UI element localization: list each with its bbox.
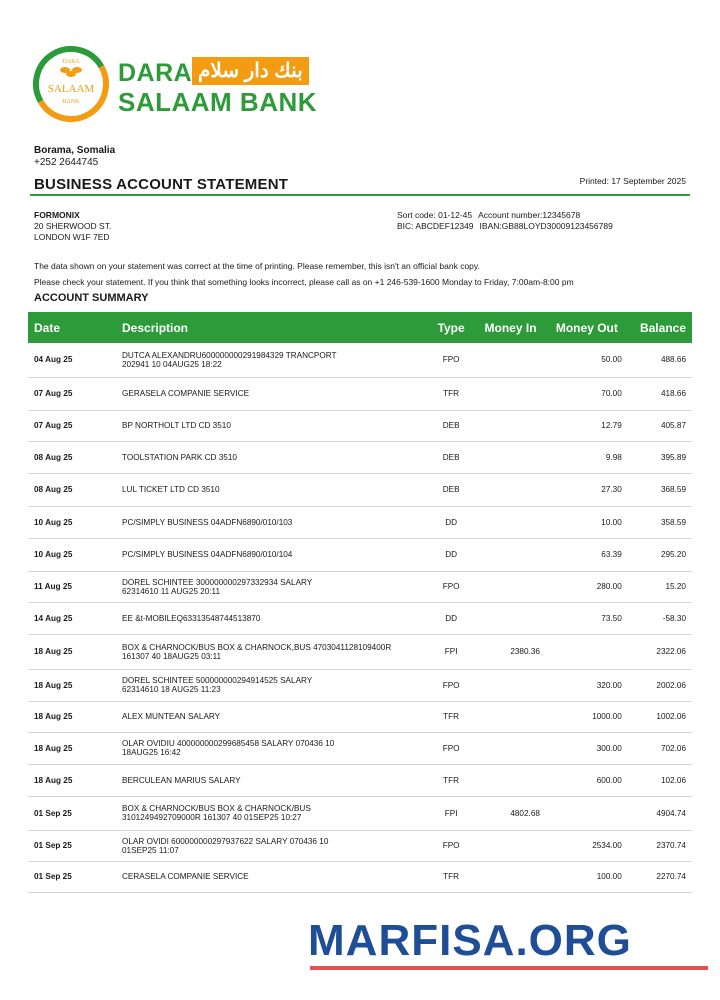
- row-money-out: 27.30: [546, 473, 628, 506]
- row-money-out: 1000.00: [546, 701, 628, 732]
- table-row: [28, 506, 692, 538]
- bank-emblem-icon: [32, 45, 110, 123]
- row-type: FPI: [427, 634, 475, 669]
- row-date: 10 Aug 25: [28, 538, 116, 571]
- row-money-out: 100.00: [546, 861, 628, 892]
- table-row: [28, 764, 692, 796]
- row-money-in: [475, 732, 546, 764]
- row-description: [116, 410, 427, 441]
- table-row: [28, 861, 692, 892]
- watermark-underline: [310, 966, 708, 970]
- customer-address: [34, 210, 111, 243]
- row-money-out: 320.00: [546, 669, 628, 701]
- row-description: [116, 506, 427, 538]
- customer-address-line2: LONDON W1F 7ED: [34, 232, 110, 242]
- row-description-line1: DOREL SCHINTEE 300000000297332934 SALARY: [122, 577, 313, 587]
- row-description-line1: GERASELA COMPANIE SERVICE: [122, 389, 250, 398]
- bank-name-arabic: بنك دار سلام: [192, 57, 309, 85]
- row-description-line2: 62314610 11 AUG25 20:11: [122, 586, 221, 596]
- row-balance: 102.06: [628, 764, 692, 796]
- row-description-line1: ALEX MUNTEAN SALARY: [122, 712, 221, 721]
- row-description: [116, 669, 427, 701]
- row-description-line1: OLAR OVIDIU 400000000299685458 SALARY 070436 10: [122, 739, 335, 748]
- iban-code: IBAN:GB88LOYD30009123456789: [479, 221, 613, 231]
- row-balance: 395.89: [628, 441, 692, 473]
- row-money-in: [475, 410, 546, 441]
- printed-date: Printed: 17 September 2025: [579, 176, 686, 186]
- row-description-line1: TOOLSTATION PARK CD 3510: [122, 452, 237, 462]
- row-description-line1: DOREL SCHINTEE 500000000294914525 SALARY: [122, 676, 313, 685]
- row-description-line1: PC/SIMPLY BUSINESS 04ADFN6890/010/104: [122, 550, 293, 559]
- row-date: 18 Aug 25: [28, 669, 116, 701]
- row-balance: 2322.06: [628, 634, 692, 669]
- row-description-line1: BP NORTHOLT LTD CD 3510: [122, 421, 231, 430]
- row-money-in: [475, 701, 546, 732]
- table-row: [28, 441, 692, 473]
- header-money-in: Money In: [484, 320, 537, 335]
- row-description: [116, 473, 427, 506]
- logo-small-bottom: BANK: [62, 99, 80, 105]
- row-money-in: [475, 473, 546, 506]
- row-money-out: 73.50: [546, 602, 628, 634]
- table-row: [28, 830, 692, 861]
- row-money-out: 600.00: [546, 764, 628, 796]
- logo-small-mid: SALAAM: [47, 83, 95, 95]
- table-row: [28, 634, 692, 669]
- row-date: 18 Aug 25: [28, 732, 116, 764]
- table-row: [28, 473, 692, 506]
- branch-address: [34, 145, 115, 169]
- header-type: Type: [437, 320, 465, 335]
- row-date: 08 Aug 25: [28, 441, 116, 473]
- table-row: [28, 571, 692, 602]
- row-balance: 418.66: [628, 377, 692, 410]
- row-description: [116, 602, 427, 634]
- row-description-line1: BOX & CHARNOCK/BUS BOX & CHARNOCK/BUS: [122, 804, 311, 813]
- bic-code: BIC: ABCDEF12349: [397, 221, 474, 231]
- watermark-part2: RFISA.ORG: [378, 916, 632, 965]
- row-description-line2: 161307 40 18AUG25 03:11: [122, 651, 222, 661]
- table-row: [28, 796, 692, 830]
- row-money-in: [475, 538, 546, 571]
- row-date: 18 Aug 25: [28, 701, 116, 732]
- row-balance: 368.59: [628, 473, 692, 506]
- branch-phone: +252 2644745: [34, 157, 99, 168]
- statement-notes: [34, 258, 574, 290]
- table-header-row: [28, 312, 692, 343]
- row-description-line2: 202941 10 04AUG25 18:22: [122, 359, 222, 369]
- row-description: [116, 571, 427, 602]
- row-description-line1: BERCULEAN MARIUS SALARY: [122, 775, 241, 785]
- branch-city: Borama, Somalia: [34, 145, 116, 156]
- row-type: DEB: [427, 473, 475, 506]
- row-money-in: [475, 343, 546, 377]
- row-money-in: [475, 764, 546, 796]
- row-balance: 295.20: [628, 538, 692, 571]
- row-description-line2: 62314610 18 AUG25 11:23: [122, 685, 221, 694]
- row-description-line1: PC/SIMPLY BUSINESS 04ADFN6890/010/103: [122, 517, 293, 527]
- header-money-out: Money Out: [555, 320, 618, 335]
- row-date: 14 Aug 25: [28, 602, 116, 634]
- note-line1: The data shown on your statement was correct at the time of printing. Please remember, this isn't an official bank copy.: [34, 261, 480, 271]
- row-description-line2: 3101249492709000R 161307 40 01SEP25 10:27: [122, 813, 302, 822]
- row-balance: 405.87: [628, 410, 692, 441]
- row-balance: 702.06: [628, 732, 692, 764]
- row-money-out: [546, 796, 628, 830]
- row-money-in: [475, 571, 546, 602]
- bank-name-line2: SALAAM BANK: [118, 87, 318, 117]
- row-type: DEB: [427, 441, 475, 473]
- row-money-in: [475, 602, 546, 634]
- row-money-in: 2380.36: [475, 634, 546, 669]
- logo-small-top: DARA: [62, 59, 80, 65]
- row-description-line1: LUL TICKET LTD CD 3510: [122, 485, 220, 494]
- row-date: 11 Aug 25: [28, 571, 116, 602]
- row-date: 07 Aug 25: [28, 410, 116, 441]
- table-row: [28, 410, 692, 441]
- row-date: 18 Aug 25: [28, 764, 116, 796]
- row-description: [116, 861, 427, 892]
- row-money-out: 9.98: [546, 441, 628, 473]
- note-line2: Please check your statement. If you think that something looks incorrect, please call as on +1 246-539-1600 Monday to Friday, 7:00am-8:00 pm: [34, 277, 574, 287]
- row-description-line2: 18AUG25 16:42: [122, 748, 181, 757]
- customer-name: FORMONIX: [34, 210, 80, 220]
- row-money-in: [475, 506, 546, 538]
- row-money-out: 70.00: [546, 377, 628, 410]
- row-description: [116, 701, 427, 732]
- row-balance: 488.66: [628, 343, 692, 377]
- row-description: [116, 377, 427, 410]
- row-balance: 358.59: [628, 506, 692, 538]
- statement-title: BUSINESS ACCOUNT STATEMENT: [34, 176, 289, 193]
- row-balance: 4904.74: [628, 796, 692, 830]
- row-balance: 15.20: [628, 571, 692, 602]
- row-money-out: 63.39: [546, 538, 628, 571]
- row-description: [116, 830, 427, 861]
- row-description-line1: EE &t-MOBILEQ63313548744513870: [122, 613, 261, 623]
- row-money-out: 12.79: [546, 410, 628, 441]
- row-description-line1: CERASELA COMPANIE SERVICE: [122, 872, 249, 881]
- row-description: [116, 538, 427, 571]
- row-date: 10 Aug 25: [28, 506, 116, 538]
- row-date: 04 Aug 25: [28, 343, 116, 377]
- row-description-line1: BOX & CHARNOCK/BUS BOX & CHARNOCK,BUS 4703041128109400R: [122, 642, 392, 652]
- customer-address-line1: 20 SHERWOOD ST.: [34, 221, 112, 231]
- row-description: [116, 764, 427, 796]
- row-type: TFR: [427, 377, 475, 410]
- table-row: [28, 538, 692, 571]
- row-type: TFR: [427, 701, 475, 732]
- table-row: [28, 669, 692, 701]
- row-date: 01 Sep 25: [28, 830, 116, 861]
- table-row: [28, 732, 692, 764]
- table-row: [28, 343, 692, 377]
- row-money-out: [546, 634, 628, 669]
- header-balance: Balance: [639, 320, 686, 335]
- transactions-table: [28, 312, 692, 893]
- row-type: FPO: [427, 830, 475, 861]
- table-row: [28, 701, 692, 732]
- row-type: TFR: [427, 861, 475, 892]
- row-money-in: [475, 441, 546, 473]
- row-money-in: [475, 861, 546, 892]
- account-number: Account number:12345678: [478, 210, 581, 220]
- row-type: FPI: [427, 796, 475, 830]
- account-details: [397, 210, 619, 232]
- row-money-out: 2534.00: [546, 830, 628, 861]
- row-money-in: [475, 830, 546, 861]
- row-type: DEB: [427, 410, 475, 441]
- row-date: 18 Aug 25: [28, 634, 116, 669]
- row-type: DD: [427, 602, 475, 634]
- row-money-in: 4802.68: [475, 796, 546, 830]
- transactions-body: [28, 343, 692, 892]
- row-money-in: [475, 377, 546, 410]
- row-type: DD: [427, 538, 475, 571]
- row-type: FPO: [427, 343, 475, 377]
- row-balance: 2002.06: [628, 669, 692, 701]
- row-type: FPO: [427, 732, 475, 764]
- row-date: 01 Sep 25: [28, 796, 116, 830]
- row-money-out: 50.00: [546, 343, 628, 377]
- row-description-line1: DUTCA ALEXANDRU600000000291984329 TRANCPORT: [122, 350, 337, 360]
- row-date: 08 Aug 25: [28, 473, 116, 506]
- row-description: [116, 343, 427, 377]
- table-row: [28, 377, 692, 410]
- row-money-out: 300.00: [546, 732, 628, 764]
- row-balance: 2270.74: [628, 861, 692, 892]
- bank-logo: [32, 45, 322, 133]
- header-description: Description: [122, 320, 189, 335]
- watermark: [308, 916, 632, 966]
- row-type: FPO: [427, 571, 475, 602]
- sort-code: Sort code: 01-12-45: [397, 210, 473, 220]
- row-type: TFR: [427, 764, 475, 796]
- row-money-in: [475, 669, 546, 701]
- row-type: DD: [427, 506, 475, 538]
- row-money-out: 10.00: [546, 506, 628, 538]
- row-balance: 2370.74: [628, 830, 692, 861]
- row-date: 07 Aug 25: [28, 377, 116, 410]
- row-balance: 1002.06: [628, 701, 692, 732]
- row-description: [116, 634, 427, 669]
- row-description-line2: 01SEP25 11:07: [122, 845, 179, 855]
- table-row: [28, 602, 692, 634]
- title-divider: [30, 194, 690, 196]
- watermark-part1: MA: [308, 916, 379, 965]
- row-date: 01 Sep 25: [28, 861, 116, 892]
- account-summary-title: ACCOUNT SUMMARY: [34, 292, 149, 304]
- row-description: [116, 441, 427, 473]
- header-date: Date: [34, 320, 61, 335]
- row-money-out: 280.00: [546, 571, 628, 602]
- row-description: [116, 796, 427, 830]
- row-type: FPO: [427, 669, 475, 701]
- row-balance: -58.30: [628, 602, 692, 634]
- row-description-line1: OLAR OVIDI 600000000297937622 SALARY 070436 10: [122, 836, 329, 846]
- row-description: [116, 732, 427, 764]
- bank-name-line1: DARA: [118, 59, 193, 87]
